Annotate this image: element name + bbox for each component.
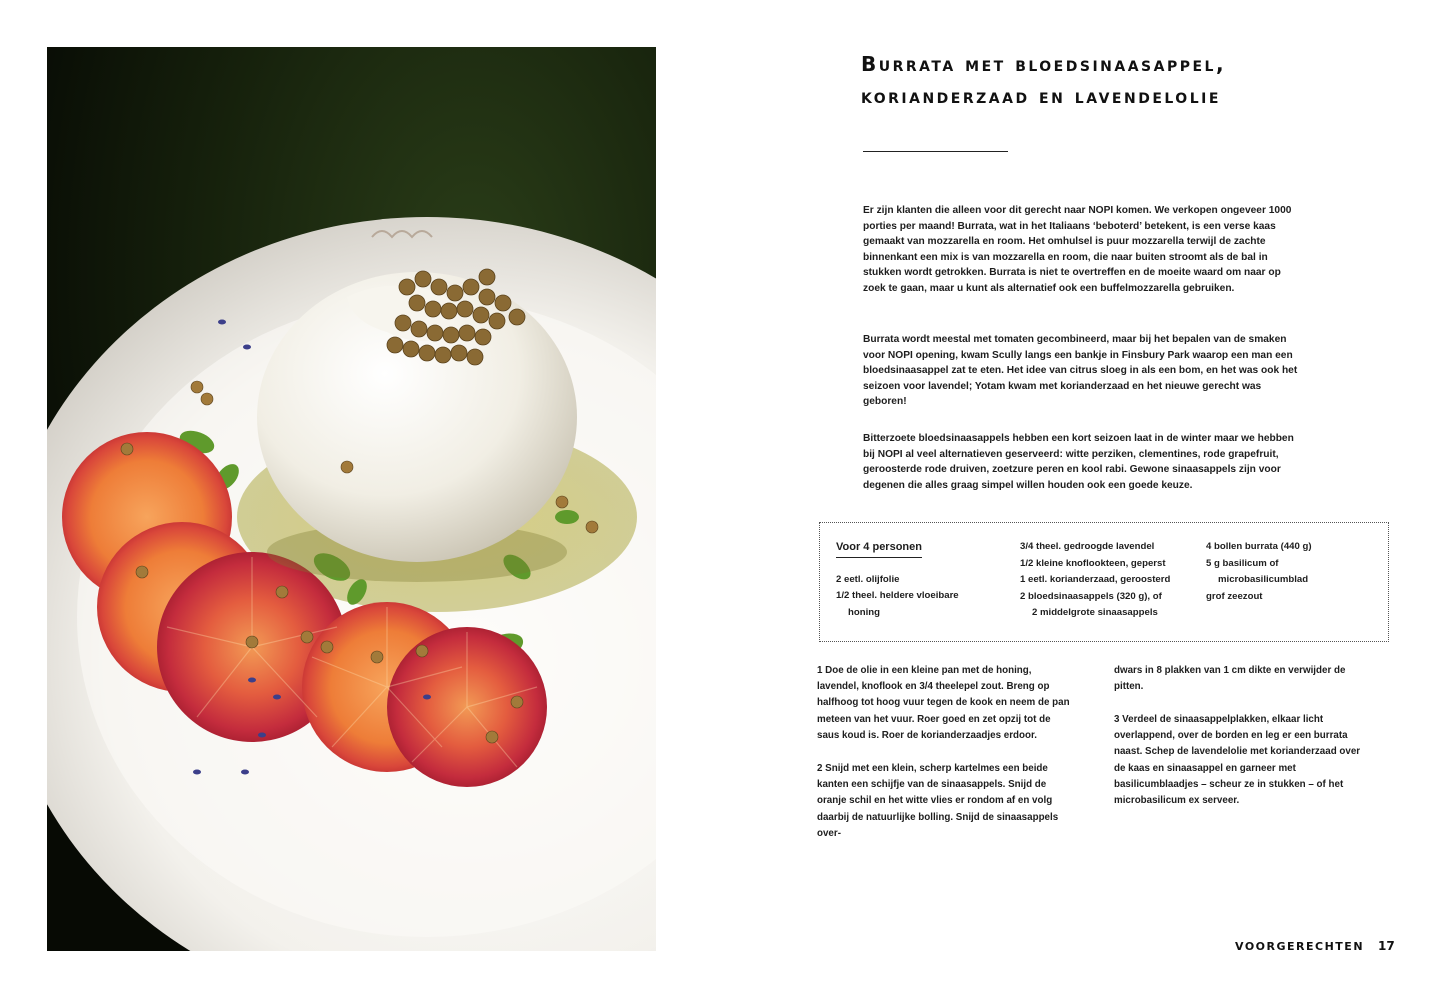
- recipe-title-line-2: korianderzaad en lavendelolie: [861, 84, 1221, 108]
- ingredient-item: honing: [848, 606, 880, 618]
- servings-label: Voor 4 personen: [836, 539, 922, 558]
- method-step-3: 3 Verdeel de sinaasappelplakken, elkaar licht overlappend, over de borden en leg er een burrata naast. Schep de lavendelolie met korianderzaad over de kaas en sinaasappel en garneer met basilicumblaadjes – scheur ze in stukken – of het microbasilicum ex serveer.: [1114, 714, 1361, 807]
- ingredients-column: [836, 539, 1006, 621]
- ingredients-box: [819, 522, 1389, 642]
- method-step-1: 1 Doe de olie in een kleine pan met de honing, lavendel, knoflook en 3/4 theelepel zout. Breng op halfhoog tot hoog vuur tegen de kook en neem de pan meteen van het vuur. Roer goed en zet opzij tot de saus koud is. Roer de korianderzaadjes erdoor.: [817, 665, 1070, 741]
- burrata-dish-photo: [47, 47, 656, 951]
- ingredient-item: 2 middelgrote sinaasappels: [1032, 607, 1158, 619]
- intro-paragraph: Er zijn klanten die alleen voor dit gerecht naar NOPI komen. We verkopen ongeveer 1000 porties per maand! Burrata, wat in het Italiaans ‘beboterd’ betekent, is een verse kaas gemaakt van mozzarella en room. Het omhulsel is puur mozzarella terwijl de zachte binnenkant een mix is van mozzarella en room, die naar buiten stroomt als de bal in stukken wordt getrokken. Burrata is niet te overtreffen en de moeite waard om naar op zoek te gaan, maar u kunt als alternatief ook een buffelmozzarella gebruiken.: [863, 205, 1292, 294]
- ingredient-item: 5 g basilicum of: [1206, 557, 1279, 569]
- ingredients-column: [1020, 539, 1210, 622]
- ingredient-item: 1/2 kleine knoflookteen, geperst: [1020, 557, 1166, 569]
- ingredient-item: 1/2 theel. heldere vloeibare: [836, 590, 959, 602]
- ingredient-item: microbasilicumblad: [1218, 574, 1309, 586]
- ingredients-column: [1206, 539, 1386, 605]
- ingredient-item: 2 eetl. olijfolie: [836, 573, 900, 585]
- intro-paragraph: Bitterzoete bloedsinaasappels hebben een kort seizoen laat in de winter maar we hebben bij NOPI al veel alternatieven geserveerd: witte perziken, clementines, rode grapefruit, geroosterde rode druiven, zoetzure peren en kool rabi. Gewone sinaasappels zijn voor degenen die alles graag simpel willen houden ook een goede keuze.: [863, 433, 1294, 491]
- recipe-title-line-1: Burrata met bloedsinaasappel,: [861, 52, 1227, 76]
- method-step-2: 2 Snijd met een klein, scherp kartelmes een beide kanten een schijfje van de sinaasappels. Snijd de oranje schil en het witte vlies er rondom af en volg daarbij de natuurlijke bolling. Snijd de sinaasappels over-: [817, 763, 1059, 839]
- page-number: 17: [1378, 939, 1395, 953]
- ingredient-item: 1 eetl. korianderzaad, geroosterd: [1020, 574, 1171, 586]
- method-step-2-continued: dwars in 8 plakken van 1 cm dikte en verwijder de pitten.: [1114, 665, 1346, 693]
- intro-paragraph: Burrata wordt meestal met tomaten gecombineerd, maar bij het bepalen van de smaken voor NOPI opening, kwam Scully langs een bankje in Finsbury Park waarop een man een bloedsinaasappel zat te eten. Het idee van citrus sloeg in als een bom, en het was ook het seizoen voor lavendel; Yotam kwam met korianderzaad en het nieuwe gerecht was geboren!: [863, 334, 1298, 408]
- ingredient-item: 3/4 theel. gedroogde lavendel: [1020, 541, 1155, 552]
- ingredient-item: 2 bloedsinaasappels (320 g), of: [1020, 590, 1162, 602]
- title-divider: [863, 151, 1008, 152]
- section-name: VOORGERECHTEN: [1235, 940, 1365, 953]
- ingredient-item: grof zeezout: [1206, 590, 1263, 602]
- ingredient-item: 4 bollen burrata (440 g): [1206, 541, 1312, 552]
